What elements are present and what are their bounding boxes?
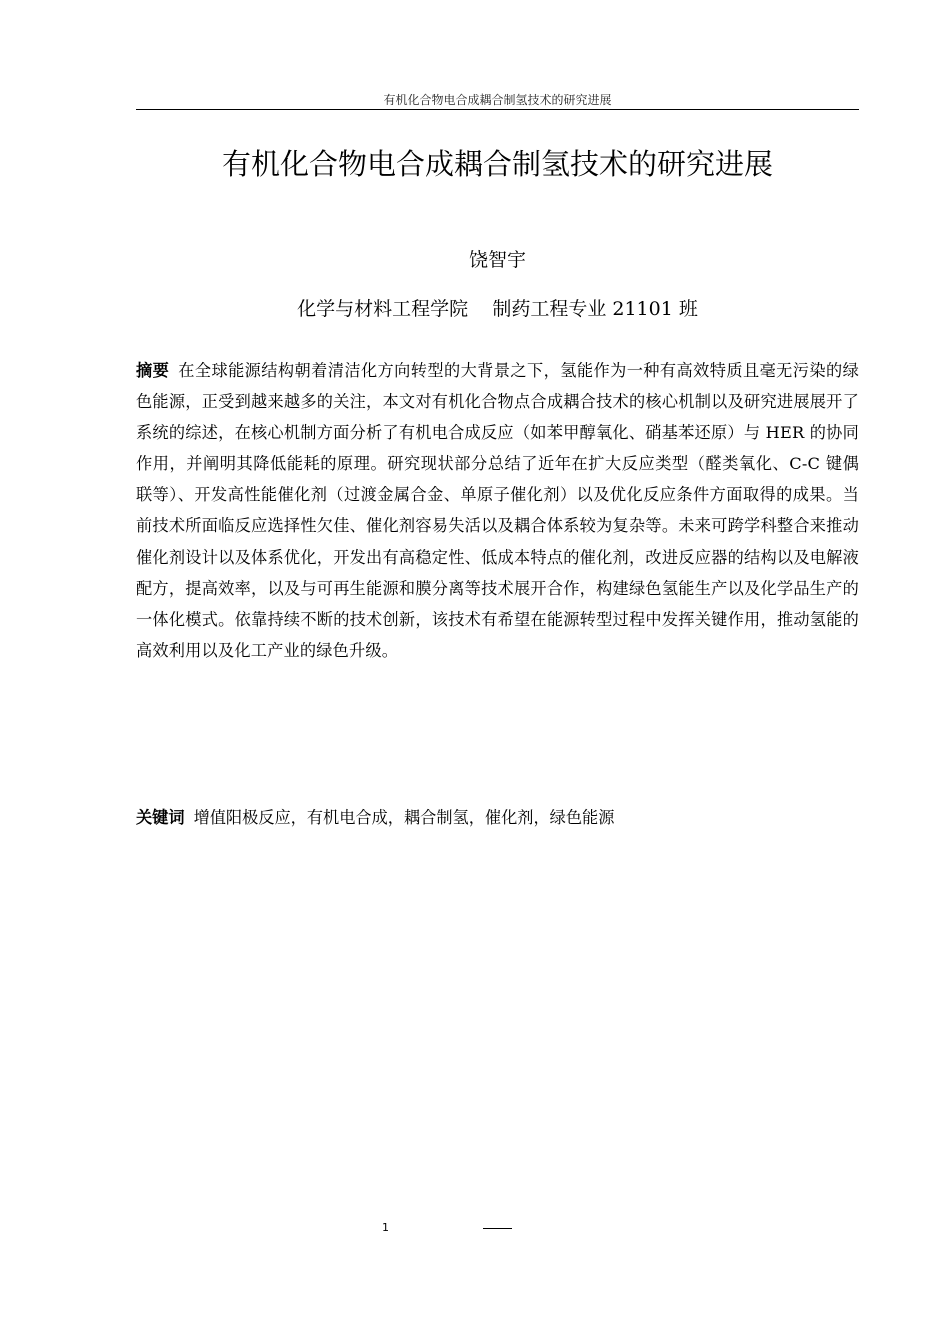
footer-dash	[483, 1228, 512, 1229]
abstract-text: 在全球能源结构朝着清洁化方向转型的大背景之下，氢能作为一种有高效特质且毫无污染的绿色能源，正受到越来越多的关注，本文对有机化合物点合成耦合技术的核心机制以及研究进展展开了系统的综述，在核心机制方面分析了有机电合成反应（如苯甲醇氧化、硝基苯还原）与 HER 的协同作用，并阐明其降低能耗的原理。研究现状部分总结了近年在扩大反应类型（醛类氧化、C-C 键偶联等）、开发高性能催化剂（过渡金属合金、单原子催化剂）以及优化反应条件方面取得的成果。当前技术所面临反应选择性欠佳、催化剂容易失活以及耦合体系较为复杂等。未来可跨学科整合来推动催化剂设计以及体系优化，开发出有高稳定性、低成本特点的催化剂，改进反应器的结构以及电解液配方，提高效率，以及与可再生能源和膜分离等技术展开合作，构建绿色氢能生产以及化学品生产的一体化模式。依靠持续不断的技术创新，该技术有希望在能源转型过程中发挥关键作用，推动氢能的高效利用以及化工产业的绿色升级。	[136, 361, 860, 660]
running-header: 有机化合物电合成耦合制氢技术的研究进展	[383, 93, 612, 107]
abstract-label: 摘要	[136, 361, 170, 380]
keywords-section	[136, 802, 859, 833]
author-affiliation: 化学与材料工程学院 制药工程专业 21101 班	[297, 298, 698, 320]
abstract-section	[136, 355, 859, 666]
header-divider	[136, 109, 859, 110]
paper-title: 有机化合物电合成耦合制氢技术的研究进展	[221, 147, 773, 181]
page-footer	[0, 1219, 950, 1239]
page-number: 1	[382, 1221, 389, 1234]
author-name: 饶智宇	[468, 249, 526, 271]
keywords-label: 关键词	[136, 808, 185, 827]
keywords-text: 增值阳极反应，有机电合成，耦合制氢，催化剂，绿色能源	[193, 808, 615, 827]
